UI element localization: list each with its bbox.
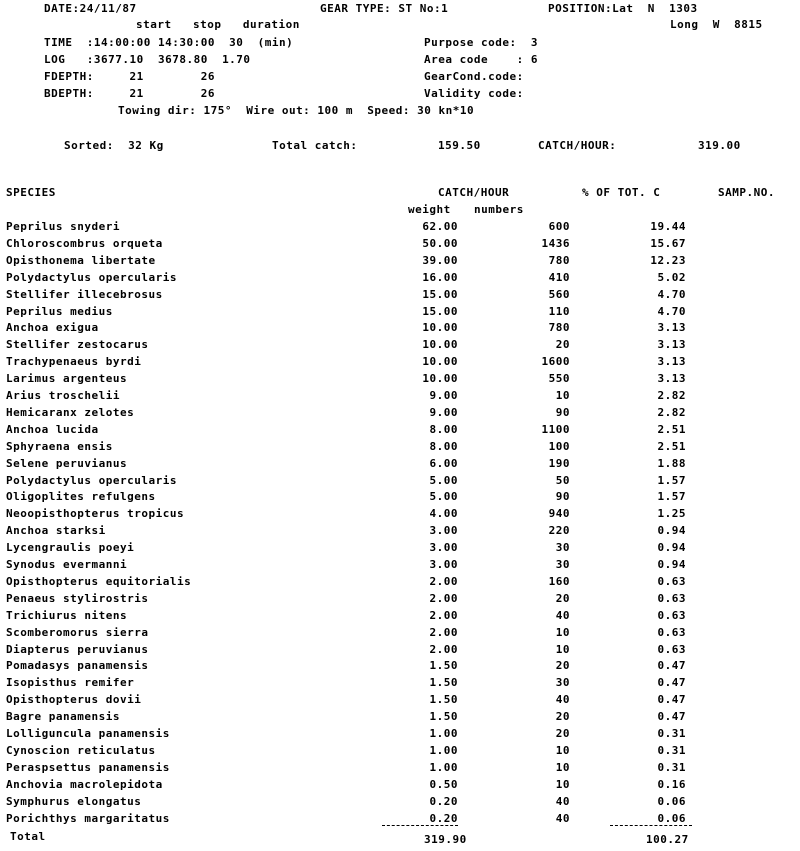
percent-of-total: 5.02: [657, 271, 686, 284]
species-name: Hemicaranx zelotes: [6, 406, 135, 419]
total-percent: 100.27: [646, 833, 689, 846]
species-name: Larimus argenteus: [6, 372, 128, 385]
catch-numbers: 50: [555, 474, 570, 487]
catch-numbers: 560: [548, 288, 570, 301]
species-name: Stellifer zestocarus: [6, 338, 149, 351]
towing-line: Towing dir: 175° Wire out: 100 m Speed: 30 kn*10: [118, 104, 475, 117]
percent-of-total: 0.06: [657, 812, 686, 825]
gearcond-code: GearCond.code:: [424, 70, 524, 83]
percent-of-total: 1.57: [657, 474, 686, 487]
percent-of-total: 2.51: [657, 423, 686, 436]
total-catch-label: Total catch:: [272, 139, 358, 152]
species-name: Neoopisthopterus tropicus: [6, 507, 185, 520]
percent-of-total: 0.31: [657, 744, 686, 757]
catch-weight: 1.50: [429, 710, 458, 723]
catch-numbers: 410: [548, 271, 570, 284]
percent-of-total: 0.63: [657, 592, 686, 605]
species-name: Trichiurus nitens: [6, 609, 128, 622]
catch-weight: 2.00: [429, 575, 458, 588]
time-column-headers: start stop duration: [136, 18, 300, 31]
total-weight: 319.90: [424, 833, 467, 846]
catch-weight: 1.50: [429, 659, 458, 672]
catch-weight: 5.00: [429, 474, 458, 487]
species-name: Cynoscion reticulatus: [6, 744, 156, 757]
catch-numbers: 90: [555, 406, 570, 419]
percent-of-total: 0.47: [657, 659, 686, 672]
species-name: Porichthys margaritatus: [6, 812, 170, 825]
catch-weight: 3.00: [429, 558, 458, 571]
percent-of-total: 0.31: [657, 761, 686, 774]
catch-numbers: 1600: [541, 355, 570, 368]
gear-type: GEAR TYPE: ST No:1: [320, 2, 449, 15]
percent-of-total: 0.94: [657, 524, 686, 537]
catch-weight: 8.00: [429, 423, 458, 436]
catch-weight: 15.00: [422, 305, 458, 318]
catch-weight: 10.00: [422, 338, 458, 351]
catch-numbers: 30: [555, 558, 570, 571]
species-name: Opisthonema libertate: [6, 254, 156, 267]
catch-weight: 1.50: [429, 693, 458, 706]
catch-weight: 50.00: [422, 237, 458, 250]
catch-weight: 39.00: [422, 254, 458, 267]
species-name: Sphyraena ensis: [6, 440, 113, 453]
catch-weight: 3.00: [429, 524, 458, 537]
species-name: Peprilus medius: [6, 305, 113, 318]
catch-numbers: 220: [548, 524, 570, 537]
species-name: Anchoa exigua: [6, 321, 99, 334]
percent-of-total: 0.16: [657, 778, 686, 791]
percent-total-header: % OF TOT. C: [582, 186, 661, 199]
species-name: Opisthopterus dovii: [6, 693, 142, 706]
catch-weight: 9.00: [429, 389, 458, 402]
catch-numbers: 780: [548, 321, 570, 334]
catch-weight: 10.00: [422, 355, 458, 368]
species-name: Synodus evermanni: [6, 558, 128, 571]
catch-weight: 6.00: [429, 457, 458, 470]
species-name: Peprilus snyderi: [6, 220, 120, 233]
percent-of-total: 0.63: [657, 643, 686, 656]
catch-weight: 9.00: [429, 406, 458, 419]
catch-numbers: 940: [548, 507, 570, 520]
species-name: Lycengraulis poeyi: [6, 541, 135, 554]
date: DATE:24/11/87: [44, 2, 137, 15]
bdepth-line: BDEPTH: 21 26: [44, 87, 215, 100]
catch-weight: 10.00: [422, 321, 458, 334]
percent-of-total: 1.25: [657, 507, 686, 520]
time-line: TIME :14:00:00 14:30:00 30 (min): [44, 36, 294, 49]
catch-numbers: 40: [555, 812, 570, 825]
catch-numbers: 20: [555, 710, 570, 723]
catch-numbers: 90: [555, 490, 570, 503]
percent-of-total: 2.82: [657, 406, 686, 419]
catch-numbers: 10: [555, 626, 570, 639]
longitude: Long W 8815: [670, 18, 763, 31]
catch-weight: 1.50: [429, 676, 458, 689]
catch-numbers: 40: [555, 693, 570, 706]
species-name: Pomadasys panamensis: [6, 659, 149, 672]
catch-numbers: 20: [555, 592, 570, 605]
species-name: Trachypenaeus byrdi: [6, 355, 142, 368]
species-name: Anchoa lucida: [6, 423, 99, 436]
percent-of-total: 0.06: [657, 795, 686, 808]
percent-of-total: 0.94: [657, 541, 686, 554]
catch-numbers: 20: [555, 659, 570, 672]
catch-numbers: 160: [548, 575, 570, 588]
catch-numbers: 20: [555, 338, 570, 351]
percent-of-total: 0.94: [657, 558, 686, 571]
catch-numbers: 10: [555, 778, 570, 791]
percent-of-total: 4.70: [657, 305, 686, 318]
catch-weight: 1.00: [429, 727, 458, 740]
species-name: Polydactylus opercularis: [6, 271, 177, 284]
species-name: Stellifer illecebrosus: [6, 288, 163, 301]
catch-numbers: 30: [555, 541, 570, 554]
catch-weight: 5.00: [429, 490, 458, 503]
species-name: Arius troschelii: [6, 389, 120, 402]
total-label: Total: [10, 830, 46, 843]
weight-total-rule: [382, 825, 458, 826]
species-name: Lolliguncula panamensis: [6, 727, 170, 740]
catch-numbers: 20: [555, 727, 570, 740]
area-code: Area code : 6: [424, 53, 538, 66]
validity-code: Validity code:: [424, 87, 524, 100]
catch-weight: 0.50: [429, 778, 458, 791]
species-name: Anchovia macrolepidota: [6, 778, 163, 791]
position: POSITION:Lat N 1303: [548, 2, 698, 15]
species-name: Opisthopterus equitorialis: [6, 575, 192, 588]
percent-of-total: 0.47: [657, 710, 686, 723]
total-catch-value: 159.50: [438, 139, 481, 152]
catch-weight: 62.00: [422, 220, 458, 233]
catch-numbers: 1436: [541, 237, 570, 250]
catch-numbers: 40: [555, 609, 570, 622]
catch-hour-header: CATCH/HOUR: [438, 186, 510, 199]
catch-numbers: 10: [555, 761, 570, 774]
catch-weight: 15.00: [422, 288, 458, 301]
catch-numbers: 100: [548, 440, 570, 453]
species-name: Peraspsettus panamensis: [6, 761, 170, 774]
species-name: Isopisthus remifer: [6, 676, 135, 689]
species-name: Polydactylus opercularis: [6, 474, 177, 487]
catch-weight: 0.20: [429, 795, 458, 808]
percent-of-total: 0.47: [657, 676, 686, 689]
percent-of-total: 4.70: [657, 288, 686, 301]
catch-weight: 16.00: [422, 271, 458, 284]
percent-of-total: 3.13: [657, 338, 686, 351]
species-name: Chloroscombrus orqueta: [6, 237, 163, 250]
catch-weight: 1.00: [429, 744, 458, 757]
catch-hour-value: 319.00: [698, 139, 741, 152]
catch-weight: 2.00: [429, 643, 458, 656]
log-line: LOG :3677.10 3678.80 1.70: [44, 53, 251, 66]
percent-of-total: 3.13: [657, 355, 686, 368]
percent-of-total: 3.13: [657, 321, 686, 334]
percent-of-total: 2.82: [657, 389, 686, 402]
percent-of-total: 12.23: [650, 254, 686, 267]
species-name: Scomberomorus sierra: [6, 626, 149, 639]
catch-weight: 10.00: [422, 372, 458, 385]
percent-of-total: 1.57: [657, 490, 686, 503]
catch-numbers: 550: [548, 372, 570, 385]
species-name: Diapterus peruvianus: [6, 643, 149, 656]
percent-of-total: 0.63: [657, 575, 686, 588]
sample-number-header: SAMP.NO.: [718, 186, 775, 199]
catch-numbers: 10: [555, 389, 570, 402]
catch-weight: 4.00: [429, 507, 458, 520]
catch-weight: 3.00: [429, 541, 458, 554]
catch-weight: 2.00: [429, 626, 458, 639]
percent-of-total: 0.63: [657, 626, 686, 639]
species-name: Oligoplites refulgens: [6, 490, 156, 503]
catch-weight: 2.00: [429, 592, 458, 605]
catch-numbers: 110: [548, 305, 570, 318]
sorted-weight: Sorted: 32 Kg: [64, 139, 164, 152]
species-name: Bagre panamensis: [6, 710, 120, 723]
catch-weight: 1.00: [429, 761, 458, 774]
species-name: Selene peruvianus: [6, 457, 128, 470]
percent-of-total: 1.88: [657, 457, 686, 470]
purpose-code: Purpose code: 3: [424, 36, 538, 49]
fdepth-line: FDEPTH: 21 26: [44, 70, 215, 83]
catch-hour-label: CATCH/HOUR:: [538, 139, 617, 152]
percent-of-total: 3.13: [657, 372, 686, 385]
species-header: SPECIES: [6, 186, 56, 199]
catch-weight: 8.00: [429, 440, 458, 453]
species-name: Penaeus stylirostris: [6, 592, 149, 605]
catch-numbers: 10: [555, 744, 570, 757]
catch-numbers: 10: [555, 643, 570, 656]
percent-of-total: 0.63: [657, 609, 686, 622]
weight-subheader: weight: [408, 203, 451, 216]
percent-of-total: 0.31: [657, 727, 686, 740]
percent-of-total: 2.51: [657, 440, 686, 453]
catch-numbers: 780: [548, 254, 570, 267]
catch-numbers: 40: [555, 795, 570, 808]
species-name: Anchoa starksi: [6, 524, 106, 537]
catch-numbers: 190: [548, 457, 570, 470]
percent-of-total: 0.47: [657, 693, 686, 706]
catch-numbers: 1100: [541, 423, 570, 436]
numbers-subheader: numbers: [474, 203, 524, 216]
percent-of-total: 15.67: [650, 237, 686, 250]
percent-total-rule: [610, 825, 692, 826]
catch-numbers: 30: [555, 676, 570, 689]
species-name: Symphurus elongatus: [6, 795, 142, 808]
catch-weight: 0.20: [429, 812, 458, 825]
catch-weight: 2.00: [429, 609, 458, 622]
percent-of-total: 19.44: [650, 220, 686, 233]
catch-numbers: 600: [548, 220, 570, 233]
